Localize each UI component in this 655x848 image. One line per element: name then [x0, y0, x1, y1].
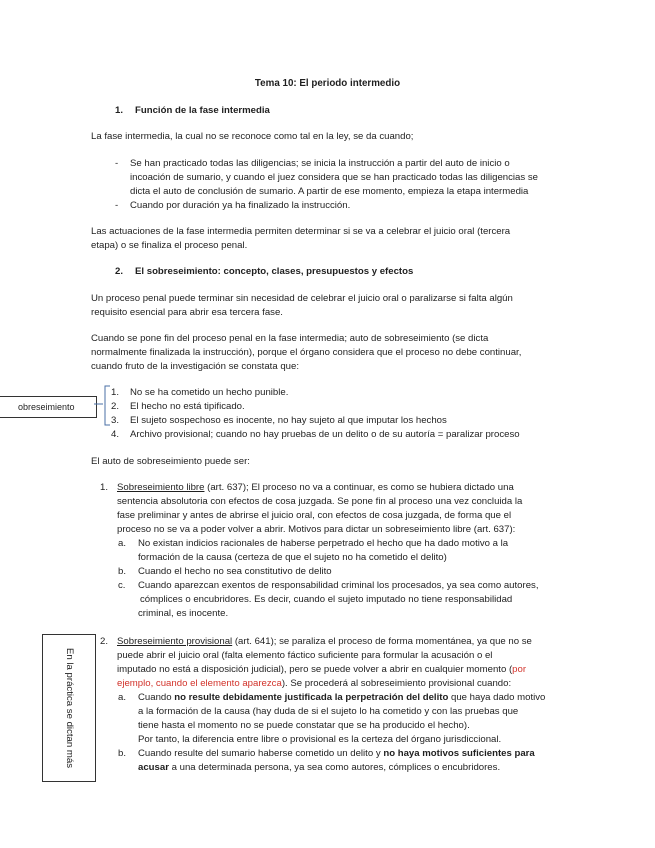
bold-fragment: no resulte debidamente justificada la perpetración del delito: [174, 692, 449, 703]
paragraph: El auto de sobreseimiento puede ser:: [91, 456, 250, 467]
provisional-text: (art. 641); se paraliza el proceso de forma momentánea, ya que no se: [232, 636, 532, 647]
paragraph-line: cuando fruto de la investigación se constata que:: [91, 361, 300, 372]
paragraph-line: requisito esencial para abrir esa tercera fase.: [91, 307, 283, 318]
section-number: 2.: [115, 266, 124, 277]
list-item: El sujeto sospechoso es inocente, no hay sujeto al que imputar los hechos: [130, 415, 447, 426]
sub-item-line: cómplices o encubridores. Es decir, cuando el sujeto imputado no tiene responsabilidad: [140, 594, 513, 605]
paragraph-line: Cuando se pone fin del proceso penal en la fase intermedia; auto de sobreseimiento (se dicta: [91, 333, 489, 344]
sub-item-line: Cuando el hecho no sea constitutivo de delito: [138, 566, 332, 577]
paragraph-line: fase preliminar y antes de abrirse el juicio oral, con efectos de cosa juzgada, de forma que el: [117, 510, 512, 521]
bullet-line: Se han practicado todas las diligencias; se inicia la instrucción a partir del auto de inicio o: [130, 158, 510, 169]
paragraph-line: [117, 663, 526, 677]
paragraph-line: sentencia absolutoria con efectos de cosa juzgada. Se pone fin al proceso una vez concluida la: [117, 496, 523, 507]
term-provisional: Sobreseimiento provisional: [117, 636, 233, 647]
bullet-dash: -: [115, 158, 119, 169]
text-fragment: imputado no está a disposición judicial), pero se puede volver a abrir en cualquier momento (: [117, 664, 513, 675]
sub-item-line: tiene hasta el momento no se puede constatar que se ha producido el hecho).: [138, 720, 470, 731]
comment-box: [0, 396, 97, 418]
provisional-line: [117, 635, 532, 649]
sub-letter: b.: [118, 566, 127, 577]
sub-item-line: [138, 761, 500, 775]
comment-text: obreseimiento: [18, 402, 75, 412]
bullet-line: incoación de sumario, y cuando el juez considera que se han practicado todas las diligencias se: [130, 172, 538, 183]
term-libre: Sobreseimiento libre: [117, 482, 205, 493]
list-number: 1.: [100, 482, 109, 493]
list-item: No se ha cometido un hecho punible.: [130, 387, 289, 398]
sub-item-line: Cuando aparezcan exentos de responsabilidad criminal los procesados, ya sea como autores,: [138, 580, 539, 591]
text-fragment: ). Se procederá al sobreseimiento provisional cuando:: [281, 678, 512, 689]
margin-note-text: En la práctica se dictan más: [64, 648, 76, 768]
list-number: 1.: [111, 387, 120, 398]
section-2-heading: [115, 265, 413, 279]
paragraph-line: puede abrir el juicio oral (falta elemento fáctico suficiente para formular la acusación o el: [117, 650, 493, 661]
sub-letter: b.: [118, 748, 127, 759]
sub-item-line: Por tanto, la diferencia entre libre o provisional es la certeza del órgano jurisdiccional.: [138, 734, 502, 745]
list-number: 2.: [111, 401, 120, 412]
libre-text: (art. 637); El proceso no va a continuar, es como se hubiera dictado una: [204, 482, 514, 493]
list-number: 4.: [111, 429, 120, 440]
sub-item-line: No existan indicios racionales de haberse perpetrado el hecho que ha dado motivo a la: [138, 538, 509, 549]
bullet-line: dicta el auto de conclusión de sumario. A partir de ese momento, empieza la etapa intermedia: [130, 186, 529, 197]
section-1-heading: [115, 104, 270, 118]
red-highlight: por: [512, 664, 527, 675]
list-number: 3.: [111, 415, 120, 426]
sub-item-line: [138, 747, 535, 761]
paragraph-line: Las actuaciones de la fase intermedia permiten determinar si se va a celebrar el juicio oral (tercera: [91, 226, 511, 237]
paragraph-line: Un proceso penal puede terminar sin necesidad de celebrar el juicio oral o paralizarse si falta algún: [91, 293, 513, 304]
red-highlight: ejemplo, cuando el elemento aparezca: [117, 678, 282, 689]
sub-item-line: criminal, es inocente.: [138, 608, 229, 619]
paragraph-line: proceso no se va a poder volver a abrir. Motivos para dictar un sobreseimiento libre (art. 637):: [117, 524, 516, 535]
sub-item-line: formación de la causa (certeza de que el sujeto no ha cometido el delito): [138, 552, 447, 563]
section-title: Función de la fase intermedia: [135, 105, 270, 116]
sub-item-line: [138, 691, 545, 705]
list-item: El hecho no está tipificado.: [130, 401, 245, 412]
sub-letter: a.: [118, 692, 127, 703]
text-fragment: a una determinada persona, ya sea como autores, cómplices o encubridores.: [168, 762, 501, 773]
paragraph-line: etapa) o se finaliza el proceso penal.: [91, 240, 248, 251]
sub-letter: c.: [118, 580, 126, 591]
section-title: El sobreseimiento: concepto, clases, presupuestos y efectos: [135, 266, 414, 277]
sub-letter: a.: [118, 538, 127, 549]
bold-fragment: acusar: [138, 762, 169, 773]
list-item: Archivo provisional; cuando no hay pruebas de un delito o de su autoría = paralizar proceso: [130, 429, 520, 440]
bold-fragment: no haya motivos suficientes para: [383, 748, 535, 759]
libre-line: [117, 481, 514, 495]
sub-item-line: a la formación de la causa (hay duda de si el sujeto lo ha cometido y con las pruebas que: [138, 706, 519, 717]
paragraph-line: [117, 677, 511, 691]
text-fragment: que haya dado motivo: [448, 692, 546, 703]
paragraph-line: normalmente finalizada la instrucción), porque el órgano considera que el proceso no debe continuar,: [91, 347, 522, 358]
bullet-dash: -: [115, 200, 119, 211]
paragraph: La fase intermedia, la cual no se reconoce como tal en la ley, se da cuando;: [91, 131, 414, 142]
text-fragment: Cuando resulte del sumario haberse cometido un delito y: [138, 748, 384, 759]
margin-note-box: [42, 634, 96, 782]
section-number: 1.: [115, 105, 124, 116]
page-title: Tema 10: El periodo intermedio: [254, 78, 401, 89]
bullet-line: Cuando por duración ya ha finalizado la instrucción.: [130, 200, 351, 211]
bracket-connector: [94, 383, 112, 428]
text-fragment: Cuando: [138, 692, 175, 703]
list-number: 2.: [100, 636, 109, 647]
